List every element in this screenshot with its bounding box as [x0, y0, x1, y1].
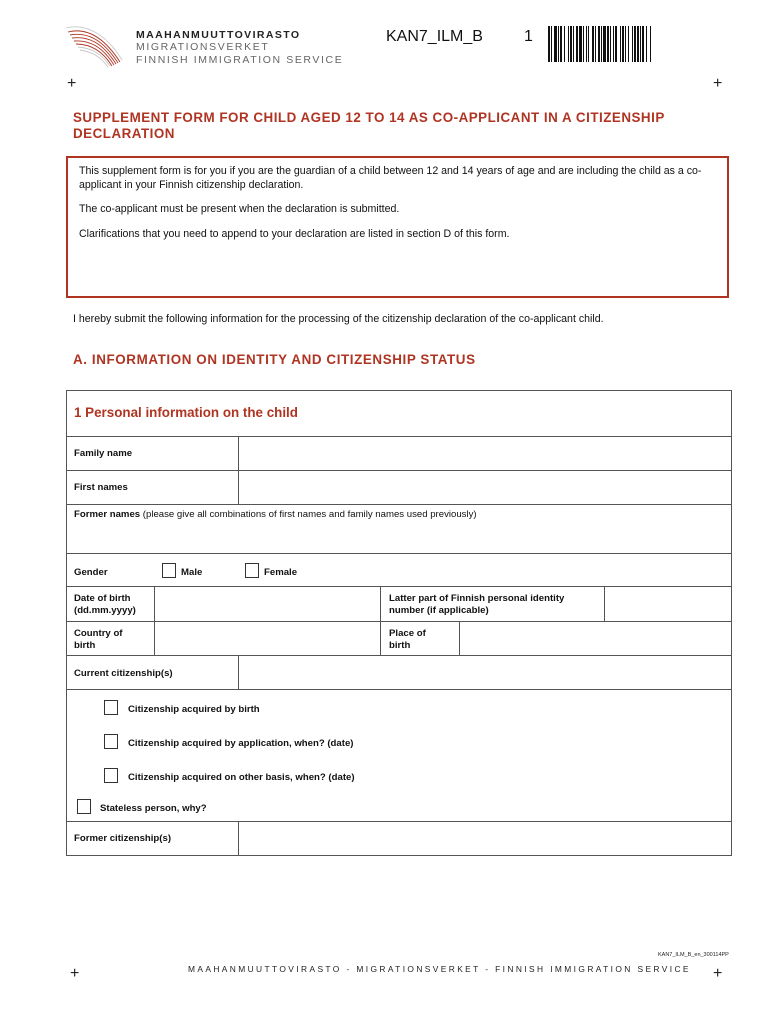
- date-of-birth-label-line2: (dd.mm.yyyy): [74, 604, 136, 616]
- agency-name-en: FINNISH IMMIGRATION SERVICE: [136, 54, 344, 66]
- family-name-label: Family name: [74, 448, 133, 459]
- acquired-by-birth-label: Citizenship acquired by birth: [128, 704, 260, 715]
- stateless-checkbox[interactable]: [77, 799, 91, 814]
- former-names-text: Former names: [74, 509, 141, 520]
- intro-paragraph-1: This supplement form is for you if you are the guardian of a child between 12 and 14 years of age and are including the child as a co-applicant in your Finnish citizenship declaration.: [79, 165, 702, 191]
- place-of-birth-field[interactable]: [460, 622, 729, 654]
- section-a-heading: A. INFORMATION ON IDENTITY AND CITIZENSHIP STATUS: [73, 352, 476, 367]
- acquired-by-application-checkbox[interactable]: [104, 734, 118, 749]
- footer-form-reference: KAN7_ILM_B_en_300114PP: [658, 952, 729, 958]
- date-of-birth-label: [74, 593, 136, 616]
- current-citizenship-field[interactable]: [239, 656, 729, 688]
- subsection-heading: 1 Personal information on the child: [74, 405, 298, 420]
- gender-male-checkbox[interactable]: [162, 563, 176, 578]
- barcode-icon: [548, 26, 708, 62]
- form-title: SUPPLEMENT FORM FOR CHILD AGED 12 TO 14 AS CO-APPLICANT IN A CITIZENSHIP DECLARATION: [73, 110, 665, 141]
- country-of-birth-field[interactable]: [155, 622, 379, 654]
- acquired-by-application-label: Citizenship acquired by application, when? (date): [128, 738, 354, 749]
- former-citizenship-field[interactable]: [239, 822, 729, 855]
- acquired-by-birth-checkbox[interactable]: [104, 700, 118, 715]
- crosshair-mark-icon: +: [70, 965, 80, 982]
- page-number: 1: [524, 28, 533, 45]
- gender-male-label: Male: [181, 567, 203, 578]
- gender-female-label: Female: [264, 567, 298, 578]
- place-of-birth-label: [389, 628, 426, 651]
- crosshair-mark-icon: +: [67, 75, 77, 92]
- acquired-other-basis-label: Citizenship acquired on other basis, when? (date): [128, 772, 355, 783]
- place-of-birth-label-line1: Place of: [389, 628, 426, 639]
- personal-id-label-line2: number (if applicable): [389, 604, 489, 616]
- intro-paragraph-3: Clarifications that you need to append to your declaration are listed in section D of this form.: [79, 228, 510, 240]
- former-names-hint: (please give all combinations of first names and family names used previously): [142, 509, 477, 520]
- agency-name-fi: MAAHANMUUTTOVIRASTO: [136, 29, 301, 41]
- former-names-label: [74, 509, 477, 521]
- intro-info-box: [66, 156, 729, 298]
- first-names-label: First names: [74, 482, 128, 493]
- country-of-birth-label-line2: birth: [74, 639, 96, 651]
- submit-statement: I hereby submit the following information for the processing of the citizenship declaration of the co-applicant child.: [73, 313, 604, 325]
- personal-info-form: [66, 390, 732, 856]
- acquired-other-basis-checkbox[interactable]: [104, 768, 118, 783]
- date-of-birth-field[interactable]: [155, 587, 379, 620]
- gender-label: Gender: [74, 567, 108, 578]
- footer-agency-names: MAAHANMUUTTOVIRASTO - MIGRATIONSVERKET - FINNISH IMMIGRATION SERVICE: [188, 964, 691, 974]
- personal-id-label-line1: Latter part of Finnish personal identity: [389, 593, 565, 604]
- country-of-birth-label-line1: Country of: [74, 628, 123, 639]
- stateless-label: Stateless person, why?: [100, 803, 207, 814]
- intro-paragraph-2: The co-applicant must be present when the declaration is submitted.: [79, 203, 400, 215]
- form-code: KAN7_ILM_B: [386, 28, 483, 45]
- crosshair-mark-icon: +: [713, 75, 723, 92]
- date-of-birth-label-line1: Date of birth: [74, 593, 131, 604]
- former-citizenship-label: Former citizenship(s): [74, 833, 172, 844]
- gender-female-checkbox[interactable]: [245, 563, 259, 578]
- current-citizenship-label: Current citizenship(s): [74, 668, 173, 679]
- first-names-field[interactable]: [239, 471, 729, 503]
- agency-name-sv: MIGRATIONSVERKET: [136, 41, 270, 53]
- logo-wing-icon: [62, 22, 126, 68]
- country-of-birth-label: [74, 628, 123, 651]
- place-of-birth-label-line2: birth: [389, 639, 411, 651]
- personal-id-field[interactable]: [605, 587, 729, 620]
- family-name-field[interactable]: [239, 437, 729, 469]
- former-names-field[interactable]: [68, 523, 730, 552]
- crosshair-mark-icon: +: [713, 965, 723, 982]
- personal-id-label: [389, 593, 564, 616]
